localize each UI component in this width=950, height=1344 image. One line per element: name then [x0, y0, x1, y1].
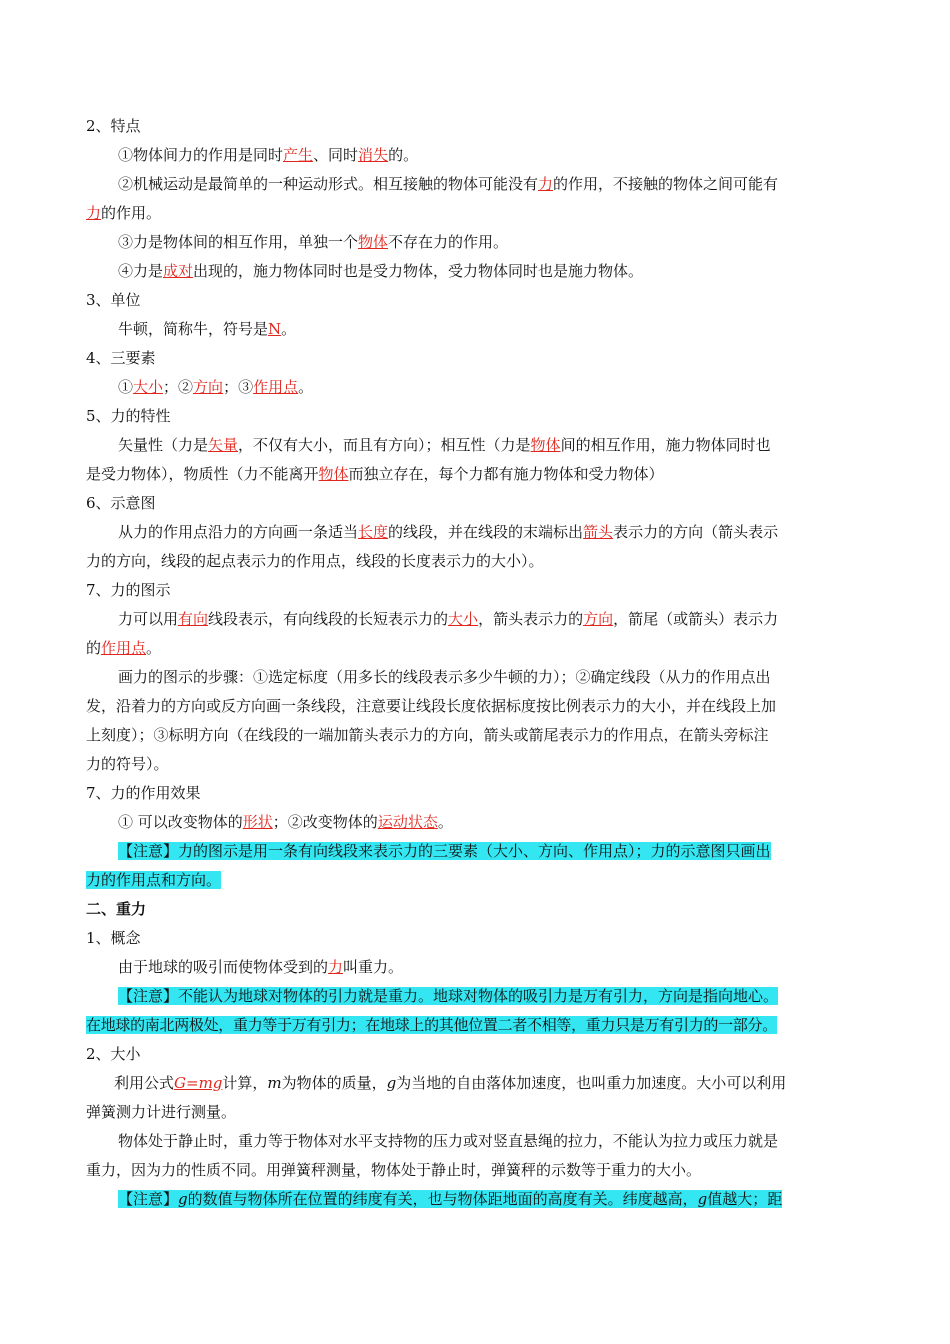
keyword: 方向 — [583, 610, 614, 628]
paragraph: 牛顿，简称牛，符号是N。 — [118, 320, 297, 338]
variable: g — [697, 1190, 708, 1208]
keyword: 成对 — [163, 262, 194, 280]
section-heading: 4、三要素 — [86, 349, 156, 367]
keyword: 长度 — [358, 523, 389, 541]
variable: g — [386, 1074, 397, 1092]
section-heading: 2、大小 — [86, 1045, 141, 1063]
note-callout-continuation: 力的作用点和方向。 — [86, 871, 222, 889]
paragraph-continuation: 弹簧测力计进行测量。 — [86, 1103, 237, 1121]
keyword: 物体 — [530, 436, 561, 454]
variable: m — [267, 1074, 282, 1092]
keyword: 箭头 — [583, 523, 614, 541]
section-heading: 2、特点 — [86, 117, 141, 135]
paragraph: ①物体间力的作用是同时产生、同时消失的。 — [118, 146, 419, 164]
paragraph-continuation: 力的符号）。 — [86, 755, 169, 773]
section-heading: 7、力的图示 — [86, 581, 171, 599]
keyword: 方向 — [193, 378, 224, 396]
keyword: 大小 — [133, 378, 164, 396]
keyword: 大小 — [448, 610, 479, 628]
note-callout: 【注意】不能认为地球对物体的引力就是重力。地球对物体的吸引力是万有引力，方向是指向地心。 — [118, 987, 779, 1005]
paragraph-continuation: 力的作用。 — [86, 204, 162, 222]
keyword: 力 — [538, 175, 554, 193]
keyword: 运动状态 — [377, 813, 438, 831]
keyword: 物体 — [318, 465, 349, 483]
paragraph-continuation: 的作用点。 — [86, 639, 162, 657]
keyword: 矢量 — [208, 436, 239, 454]
paragraph: ① 可以改变物体的形状；②改变物体的运动状态。 — [118, 813, 453, 831]
note-callout: 【注意】力的图示是用一条有向线段来表示力的三要素（大小、方向、作用点）；力的示意图只画出 — [118, 842, 771, 860]
keyword: N — [268, 320, 282, 338]
section-heading: 7、力的作用效果 — [86, 784, 201, 802]
keyword: 力 — [328, 958, 344, 976]
keyword: 产生 — [283, 146, 314, 164]
paragraph: 物体处于静止时，重力等于物体对水平支持物的压力或对竖直悬绳的拉力，不能认为拉力或压力就是 — [118, 1132, 779, 1150]
paragraph: 由于地球的吸引而使物体受到的力叫重力。 — [118, 958, 404, 976]
note-callout-continuation: 在地球的南北两极处，重力等于万有引力；在地球上的其他位置二者不相等，重力只是万有引力的一部分。 — [86, 1016, 777, 1034]
paragraph-continuation: 发，沿着力的方向或反方向画一条线段，注意要让线段长度依据标度按比例表示力的大小，并在线段上加 — [86, 697, 777, 715]
section-heading: 1、概念 — [86, 929, 141, 947]
section-heading: 3、单位 — [86, 291, 141, 309]
keyword: 作用点 — [253, 378, 299, 396]
paragraph-continuation: 上刻度）；③标明方向（在线段的一端加箭头表示力的方向，箭头或箭尾表示力的作用点，在箭头旁标注 — [86, 726, 769, 744]
paragraph-continuation: 重力，因为力的性质不同。用弹簧秤测量，物体处于静止时，弹簧秤的示数等于重力的大小。 — [86, 1161, 702, 1179]
keyword: 消失 — [358, 146, 389, 164]
paragraph: 从力的作用点沿力的方向画一条适当长度的线段，并在线段的末端标出箭头表示力的方向（箭头表示 — [118, 523, 779, 541]
formula: G=mg — [174, 1074, 223, 1092]
note-callout: 【注意】g的数值与物体所在位置的纬度有关，也与物体距地面的高度有关。纬度越高，g值越大；距 — [118, 1190, 783, 1208]
paragraph: ①大小；②方向；③作用点。 — [118, 378, 314, 396]
paragraph-continuation: 是受力物体），物质性（力不能离开物体而独立存在，每个力都有施力物体和受力物体） — [86, 465, 664, 483]
paragraph: 矢量性（力是矢量，不仅有大小，而且有方向）；相互性（力是物体间的相互作用，施力物体同时也 — [118, 436, 771, 454]
variable: g — [178, 1190, 188, 1208]
keyword: 物体 — [358, 233, 389, 251]
keyword: 形状 — [242, 813, 273, 831]
keyword: 力 — [86, 204, 102, 222]
section-heading: 5、力的特性 — [86, 407, 171, 425]
paragraph: ③力是物体间的相互作用，单独一个物体不存在力的作用。 — [118, 233, 509, 251]
paragraph: 画力的图示的步骤：①选定标度（用多长的线段表示多少牛顿的力）；②确定线段（从力的作用点出 — [118, 668, 771, 686]
keyword: 有向 — [178, 610, 209, 628]
paragraph: 力可以用有向线段表示，有向线段的长短表示力的大小，箭头表示力的方向，箭尾（或箭头）表示力 — [118, 610, 779, 628]
paragraph: ②机械运动是最简单的一种运动形式。相互接触的物体可能没有力的作用，不接触的物体之间可能有 — [118, 175, 779, 193]
paragraph: ④力是成对出现的，施力物体同时也是受力物体，受力物体同时也是施力物体。 — [118, 262, 644, 280]
keyword: 作用点 — [101, 639, 147, 657]
chapter-heading: 二、重力 — [86, 900, 147, 918]
section-heading: 6、示意图 — [86, 494, 156, 512]
paragraph-continuation: 力的方向，线段的起点表示力的作用点，线段的长度表示力的大小）。 — [86, 552, 544, 570]
document-page — [86, 112, 864, 1214]
paragraph: 利用公式G=mg计算，m为物体的质量，g为当地的自由落体加速度，也叫重力加速度。大小可以利用 — [114, 1074, 787, 1092]
